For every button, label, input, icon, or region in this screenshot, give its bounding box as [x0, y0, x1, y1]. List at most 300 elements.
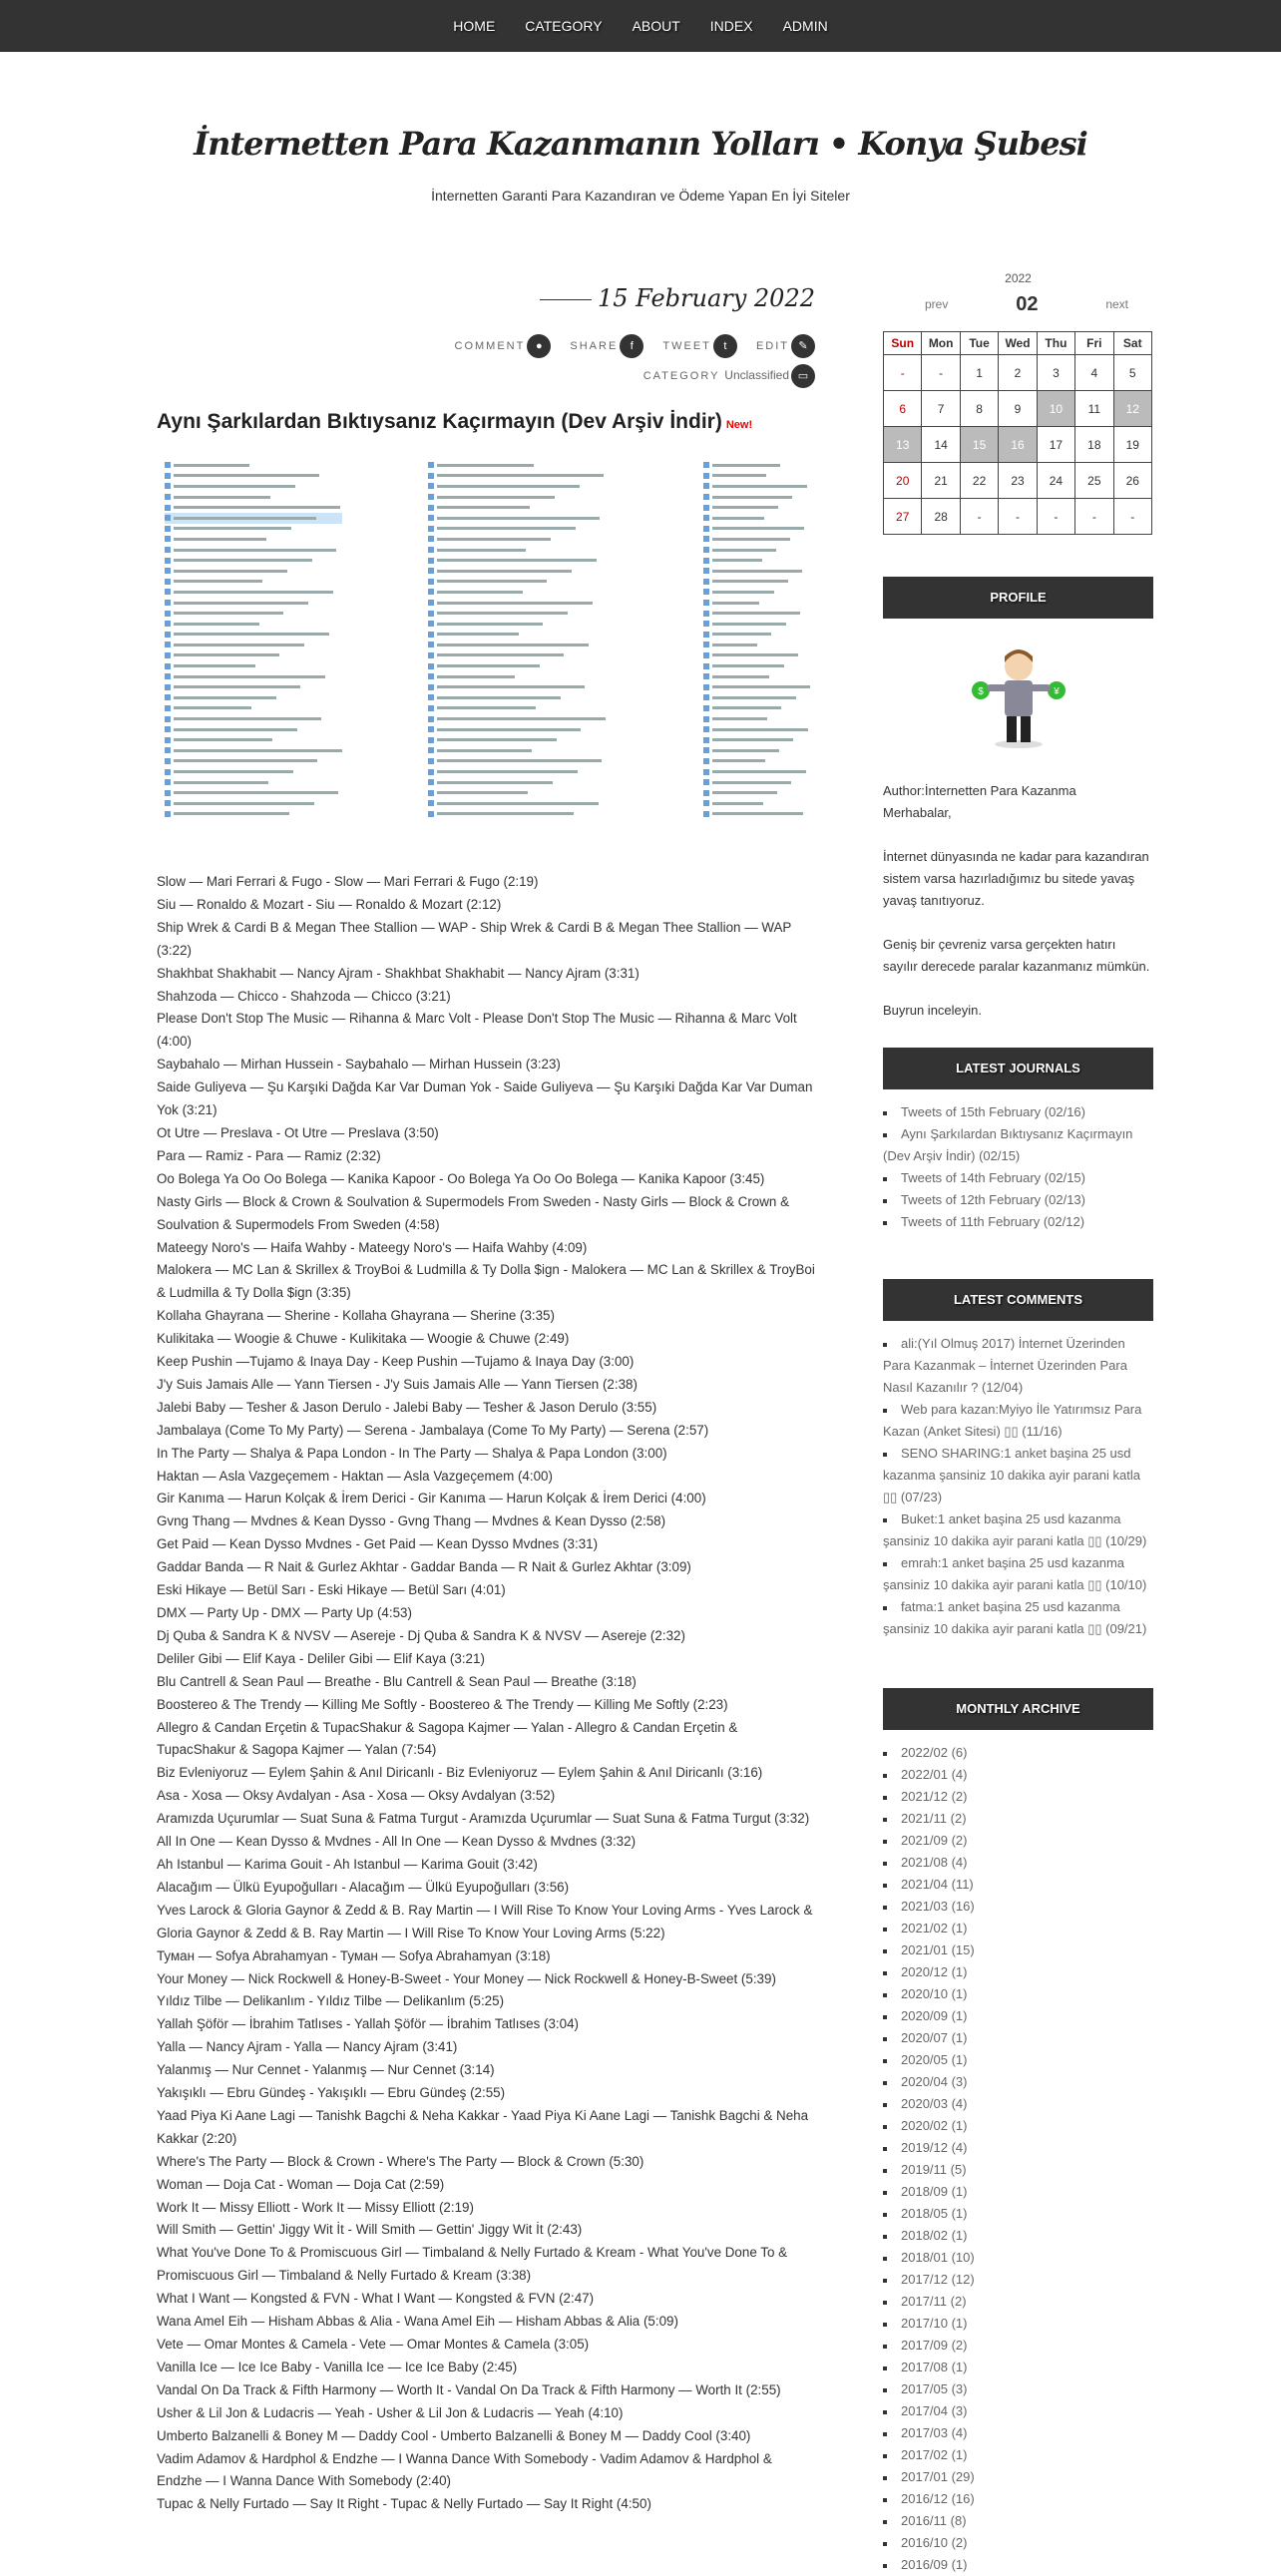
archive-item [883, 2225, 1153, 2247]
audio-file-icon [428, 494, 434, 500]
file-row [428, 692, 606, 703]
archive-item-link[interactable]: 2017/09 (2) [901, 2338, 968, 2353]
file-name-line [174, 653, 279, 656]
audio-file-icon [703, 694, 709, 700]
song-item: Siu — Ronaldo & Mozart - Siu — Ronaldo & Mozart (2:12) [157, 896, 502, 912]
archive-item-link[interactable]: 2017/12 (12) [901, 2272, 975, 2287]
file-name-line [437, 653, 564, 656]
file-name-line [437, 717, 606, 720]
file-name-line [174, 706, 251, 709]
file-name-line [712, 653, 798, 656]
journal-item-link[interactable]: Tweets of 14th February (02/15) [901, 1170, 1085, 1185]
archive-item-link[interactable]: 2018/02 (1) [901, 2228, 968, 2243]
journal-item [883, 1167, 1153, 1189]
audio-file-icon [703, 747, 709, 753]
file-row [165, 619, 342, 630]
file-row [165, 471, 342, 482]
file-row [428, 756, 606, 767]
calendar-day-header: Sat [1113, 332, 1151, 355]
calendar-day: 6 [884, 391, 922, 427]
audio-file-icon [165, 483, 171, 489]
file-row [703, 534, 810, 545]
song-item: What You've Done To & Promiscuous Girl — Timbaland & Nelly Furtado & Kream - What You've Done To & Promiscuous Girl — Timbaland & Nelly Furtado & Kream (3:38) [157, 2245, 788, 2284]
song-item: Eski Hikaye — Betül Sarı - Eski Hikaye — Betül Sarı (4:01) [157, 1582, 506, 1598]
song-item: Yallah Şöför — İbrahim Tatlıses - Yallah Şöför — İbrahim Tatlıses (3:04) [157, 2016, 579, 2032]
song-item: Shakhbat Shakhabit — Nancy Ajram - Shakhbat Shakhabit — Nancy Ajram (3:31) [157, 965, 640, 981]
comment-icon[interactable]: ● [527, 334, 551, 358]
archive-item-link[interactable]: 2021/09 (2) [901, 1833, 968, 1848]
file-row [428, 809, 606, 820]
archive-item-link[interactable]: 2020/12 (1) [901, 1964, 968, 1979]
audio-file-icon [703, 494, 709, 500]
archive-item-link[interactable]: 2021/04 (11) [901, 1877, 974, 1892]
archive-item-link[interactable]: 2018/05 (1) [901, 2206, 968, 2221]
profile-text [883, 780, 1153, 1022]
archive-item-link[interactable]: 2017/11 (2) [901, 2294, 967, 2309]
file-row [428, 492, 606, 503]
archive-item [883, 2115, 1153, 2137]
file-name-line [174, 464, 249, 467]
calendar-week [884, 427, 1152, 463]
file-row [703, 492, 810, 503]
calendar-day-header: Tue [960, 332, 998, 355]
audio-file-icon [428, 632, 434, 638]
calendar-day: 19 [1113, 427, 1151, 463]
file-name-line [174, 580, 262, 583]
journal-item [883, 1123, 1153, 1167]
file-row [703, 745, 810, 756]
archive-item-link[interactable]: 2017/08 (1) [901, 2360, 968, 2374]
audio-file-icon [428, 600, 434, 606]
archive-item [883, 2378, 1153, 2400]
song-item: Туман — Sofya Abrahamyan - Туман — Sofya Abrahamyan (3:18) [157, 1947, 551, 1963]
file-name-line [174, 749, 342, 752]
file-row [703, 471, 810, 482]
file-row [703, 756, 810, 767]
audio-file-icon [165, 716, 171, 722]
archive-item-link[interactable]: 2018/09 (1) [901, 2184, 968, 2199]
file-name-line [174, 728, 297, 731]
archive-item-link[interactable]: 2017/05 (3) [901, 2381, 968, 2396]
edit-link[interactable]: EDIT [755, 340, 789, 352]
audio-file-icon [165, 769, 171, 775]
calendar-day-header: Thu [1037, 332, 1074, 355]
calendar-day: 25 [1075, 463, 1113, 499]
file-row [165, 524, 342, 535]
file-name-line [437, 580, 547, 583]
file-row [428, 619, 606, 630]
audio-file-icon [703, 536, 709, 542]
audio-file-icon [428, 547, 434, 553]
file-row [428, 734, 606, 745]
file-name-line [174, 644, 304, 646]
comments-heading: LATEST COMMENTS [883, 1279, 1153, 1321]
file-name-line [712, 474, 766, 477]
archive-item [883, 2049, 1153, 2071]
song-item: Alacağım — Ülkü Eyupoğulları - Alacağım — Ülkü Eyupoğulları (3:56) [157, 1879, 570, 1895]
journal-item [883, 1101, 1153, 1123]
calendar-day-link[interactable]: 16 [999, 427, 1037, 463]
archive-item-link[interactable]: 2017/02 (1) [901, 2447, 968, 2462]
audio-file-icon [703, 790, 709, 796]
file-row [165, 734, 342, 745]
file-row [703, 598, 810, 609]
file-row [428, 577, 606, 588]
nav-category[interactable]: CATEGORY [525, 18, 603, 34]
calendar-day: 28 [922, 499, 960, 535]
file-name-line [437, 791, 528, 794]
calendar-week [884, 499, 1152, 535]
calendar-week [884, 391, 1152, 427]
file-row [165, 598, 342, 609]
file-name-line [712, 738, 793, 741]
audio-file-icon [165, 758, 171, 764]
file-row [428, 598, 606, 609]
calendar-day: 22 [960, 463, 998, 499]
archive-item-link[interactable]: 2021/01 (15) [901, 1942, 975, 1957]
file-name-line [712, 812, 803, 815]
file-row [428, 513, 606, 524]
archive-heading: MONTHLY ARCHIVE [883, 1688, 1153, 1730]
file-name-line [174, 559, 312, 562]
file-name-line [712, 464, 780, 467]
file-name-line [437, 685, 585, 688]
journal-item-link[interactable]: Tweets of 11th February (02/12) [901, 1214, 1085, 1229]
archive-item [883, 2554, 1153, 2576]
post-meta [157, 334, 815, 364]
audio-file-icon [703, 483, 709, 489]
file-name-line [437, 559, 597, 562]
nav-admin[interactable]: ADMIN [782, 18, 828, 34]
file-name-line [712, 749, 779, 752]
comment-link[interactable]: COMMENT [454, 340, 526, 352]
svg-text:¥: ¥ [1053, 686, 1060, 697]
archive-item-link[interactable]: 2017/10 (1) [901, 2316, 968, 2331]
file-row [428, 608, 606, 619]
file-row [703, 630, 810, 641]
calendar-day: 1 [960, 355, 998, 391]
file-name-line [174, 812, 289, 815]
file-name-line [174, 802, 314, 805]
file-row [703, 577, 810, 588]
nav-index[interactable]: INDEX [709, 18, 753, 34]
comment-item [883, 1552, 1153, 1596]
audio-file-icon [428, 694, 434, 700]
file-name-line [437, 781, 553, 784]
file-row [428, 671, 606, 682]
archive-item-link[interactable]: 2021/03 (16) [901, 1899, 975, 1914]
audio-file-icon [165, 473, 171, 479]
file-name-line [174, 506, 340, 509]
archive-list [883, 1742, 1153, 2576]
calendar-nav [883, 291, 1153, 317]
audio-file-icon [165, 673, 171, 679]
audio-file-icon [428, 811, 434, 817]
song-item: Work It — Missy Elliott - Work It — Missy Elliott (2:19) [157, 2199, 474, 2215]
file-row [703, 587, 810, 598]
archive-item [883, 2488, 1153, 2510]
archive-item-link[interactable]: 2018/01 (10) [901, 2250, 975, 2265]
calendar-day-link[interactable]: 12 [1113, 391, 1151, 427]
archive-item-link[interactable]: 2021/11 (2) [901, 1811, 967, 1826]
archive-item [883, 1830, 1153, 1852]
calendar-prev[interactable]: prev [925, 297, 949, 311]
song-item: Yaad Piya Ki Aane Lagi — Tanishk Bagchi & Neha Kakkar - Yaad Piya Ki Aane Lagi — Tanishk Bagchi & Neha Kakkar (2:20) [157, 2107, 809, 2146]
archive-item-link[interactable]: 2019/12 (4) [901, 2140, 968, 2155]
archive-item-link[interactable]: 2020/05 (1) [901, 2052, 968, 2067]
audio-file-icon [165, 494, 171, 500]
archive-item [883, 2400, 1153, 2422]
journals-heading: LATEST JOURNALS [883, 1048, 1153, 1089]
audio-file-icon [703, 526, 709, 532]
calendar-next[interactable]: next [1105, 297, 1128, 311]
profile-paragraph: İnternet dünyasında ne kadar para kazandıran sistem varsa hazırladığımız bu sitede yavaş yavaş tanıtıyoruz. [883, 849, 1149, 908]
audio-file-icon [428, 800, 434, 806]
file-name-line [174, 591, 333, 594]
archive-item-link[interactable]: 2016/09 (1) [901, 2557, 968, 2572]
tweet-link[interactable]: TWEET [662, 340, 711, 352]
file-row [165, 608, 342, 619]
audio-file-icon [165, 737, 171, 743]
calendar [883, 331, 1152, 535]
audio-file-icon [165, 632, 171, 638]
file-name-line [437, 633, 519, 636]
audio-file-icon [703, 547, 709, 553]
file-name-line [712, 538, 790, 541]
audio-file-icon [703, 632, 709, 638]
comment-item [883, 1399, 1153, 1443]
file-row [165, 650, 342, 661]
file-name-line [174, 738, 272, 741]
audio-file-icon [428, 705, 434, 711]
archive-item-link[interactable]: 2016/10 (2) [901, 2535, 968, 2550]
calendar-day: 5 [1113, 355, 1151, 391]
file-name-line [712, 664, 784, 667]
archive-item-link[interactable]: 2016/12 (16) [901, 2491, 975, 2506]
file-row [165, 809, 342, 820]
audio-file-icon [428, 737, 434, 743]
archive-item-link[interactable]: 2022/01 (4) [901, 1767, 968, 1782]
file-name-line [437, 570, 572, 573]
facebook-icon[interactable]: f [620, 334, 643, 358]
audio-file-icon [703, 579, 709, 585]
file-name-line [712, 559, 762, 562]
file-row [703, 787, 810, 798]
song-item: Kulikitaka — Woogie & Chuwe - Kulikitaka — Woogie & Chuwe (2:49) [157, 1331, 570, 1347]
archive-item [883, 1852, 1153, 1874]
profile-paragraph: Geniş bir çevreniz varsa gerçekten hatırı sayılır derecede paralar kazanmanız mümkün. [883, 937, 1150, 974]
calendar-day-link[interactable]: 13 [884, 427, 922, 463]
file-row [703, 555, 810, 566]
calendar-day-link[interactable]: 10 [1037, 391, 1074, 427]
file-row [703, 566, 810, 577]
post-title[interactable] [157, 410, 815, 434]
audio-file-icon [428, 536, 434, 542]
calendar-day: - [1037, 499, 1074, 535]
audio-file-icon [165, 684, 171, 690]
category-link[interactable]: Unclassified [724, 367, 789, 382]
song-item: All In One — Kean Dysso & Mvdnes - All In One — Kean Dysso & Mvdnes (3:32) [157, 1834, 637, 1850]
file-row [428, 481, 606, 492]
file-name-line [712, 570, 802, 573]
file-row [428, 534, 606, 545]
file-row [428, 650, 606, 661]
post [157, 284, 815, 2516]
file-name-line [437, 602, 593, 605]
file-row [165, 545, 342, 556]
audio-file-icon [428, 558, 434, 564]
audio-file-icon [165, 694, 171, 700]
archive-item-link[interactable]: 2020/04 (3) [901, 2074, 968, 2089]
comment-item-link[interactable]: SENO SHARING:1 anket başina 25 usd kazanma şansiniz 10 dakika ayir parani katla ▯▯ (07/23) [883, 1446, 1140, 1504]
song-item: Usher & Lil Jon & Ludacris — Yeah - Usher & Lil Jon & Ludacris — Yeah (4:10) [157, 2404, 624, 2420]
calendar-day-header: Fri [1075, 332, 1113, 355]
site-title[interactable]: İnternetten Para Kazanmanın Yolları • Konya Şubesi [194, 125, 1087, 163]
calendar-day: 17 [1037, 427, 1074, 463]
calendar-day: 4 [1075, 355, 1113, 391]
song-item: Nasty Girls — Block & Crown & Soulvation & Supermodels From Sweden - Nasty Girls — Block & Crown & Soulvation & Supermodels From Sweden (4:58) [157, 1193, 790, 1232]
file-row [428, 766, 606, 777]
comment-item-link[interactable]: ali:(Yıl Olmuş 2017) İnternet Üzerinden Para Kazanmak – İnternet Üzerinden Para Nasıl Kazanılır ? (12/04) [883, 1336, 1127, 1395]
journal-item-link[interactable]: Aynı Şarkılardan Bıktıysanız Kaçırmayın (Dev Arşiv İndir) (02/15) [883, 1126, 1133, 1163]
audio-file-icon [165, 505, 171, 511]
calendar-week [884, 355, 1152, 391]
comment-item-link[interactable]: Web para kazan:Myiyo İle Yatırımsız Para Kazan (Anket Sitesi) ▯▯ (11/16) [883, 1402, 1142, 1439]
file-name-line [437, 664, 540, 667]
new-badge: New! [725, 419, 753, 431]
archive-item [883, 2313, 1153, 2335]
comment-item-link[interactable]: emrah:1 anket başina 25 usd kazanma şansiniz 10 dakika ayir parani katla ▯▯ (10/10) [883, 1555, 1147, 1592]
file-name-line [437, 696, 561, 699]
twitter-icon[interactable]: t [713, 334, 737, 358]
file-row [428, 798, 606, 809]
archive-item-link[interactable]: 2021/12 (2) [901, 1789, 968, 1804]
audio-file-icon [703, 673, 709, 679]
song-item: DMX — Party Up - DMX — Party Up (4:53) [157, 1605, 412, 1620]
archive-item-link[interactable]: 2020/09 (1) [901, 2008, 968, 2023]
archive-item [883, 1742, 1153, 1764]
archive-item-link[interactable]: 2017/01 (29) [901, 2469, 975, 2484]
song-item: Gir Kanıma — Harun Kolçak & İrem Derici - Gir Kanıma — Harun Kolçak & İrem Derici (4:00) [157, 1491, 706, 1506]
archive-item-link[interactable]: 2022/02 (6) [901, 1745, 968, 1760]
audio-file-icon [428, 515, 434, 521]
calendar-day: 23 [999, 463, 1037, 499]
file-row [703, 734, 810, 745]
journal-item [883, 1189, 1153, 1211]
file-name-line [174, 527, 291, 530]
song-item: J'y Suis Jamais Alle — Yann Tiersen - J'y Suis Jamais Alle — Yann Tiersen (2:38) [157, 1376, 638, 1392]
archive-item-link[interactable]: 2021/08 (4) [901, 1855, 968, 1870]
archive-item [883, 1786, 1153, 1808]
file-row [428, 681, 606, 692]
file-name-line [712, 517, 764, 520]
calendar-day: 7 [922, 391, 960, 427]
file-name-line [437, 485, 580, 488]
post-title-text: Aynı Şarkılardan Bıktıysanız Kaçırmayın (Dev Arşiv İndir) [157, 410, 722, 433]
audio-file-icon [428, 663, 434, 669]
file-row [703, 660, 810, 671]
journal-item-link[interactable]: Tweets of 15th February (02/16) [901, 1104, 1085, 1119]
audio-file-icon [703, 621, 709, 627]
archive-item [883, 2532, 1153, 2554]
calendar-week [884, 463, 1152, 499]
pencil-icon[interactable]: ✎ [791, 334, 815, 358]
comment-item-link[interactable]: fatma:1 anket başina 25 usd kazanma şansiniz 10 dakika ayir parani katla ▯▯ (09/21) [883, 1599, 1147, 1636]
file-row [428, 545, 606, 556]
file-name-line [712, 623, 786, 626]
file-name-line [174, 570, 287, 573]
archive-item-link[interactable]: 2017/04 (3) [901, 2403, 968, 2418]
file-row [428, 787, 606, 798]
share-link[interactable]: SHARE [570, 340, 619, 352]
archive-item [883, 2005, 1153, 2027]
calendar-day: 14 [922, 427, 960, 463]
file-name-line [174, 770, 293, 773]
archive-item-link[interactable]: 2016/11 (8) [901, 2513, 967, 2528]
archive-item [883, 2466, 1153, 2488]
file-name-line [437, 517, 600, 520]
folder-icon[interactable]: ▭ [791, 364, 815, 388]
journal-item-link[interactable]: Tweets of 12th February (02/13) [901, 1192, 1085, 1207]
post-date [157, 284, 815, 328]
archive-item-link[interactable]: 2020/07 (1) [901, 2030, 968, 2045]
calendar-day-link[interactable]: 15 [960, 427, 998, 463]
audio-file-icon [165, 568, 171, 574]
calendar-day: 20 [884, 463, 922, 499]
song-item: Ship Wrek & Cardi B & Megan Thee Stallion — WAP - Ship Wrek & Cardi B & Megan Thee Stallion — WAP (3:22) [157, 919, 792, 958]
song-item: Get Paid — Kean Dysso Mvdnes - Get Paid — Kean Dysso Mvdnes (3:31) [157, 1536, 599, 1552]
calendar-day: 3 [1037, 355, 1074, 391]
audio-file-icon [428, 526, 434, 532]
file-row [428, 640, 606, 650]
archive-item-link[interactable]: 2020/02 (1) [901, 2118, 968, 2133]
audio-file-icon [165, 779, 171, 785]
archive-item-link[interactable]: 2020/03 (4) [901, 2096, 968, 2111]
calendar-day: 8 [960, 391, 998, 427]
audio-file-icon [428, 779, 434, 785]
audio-file-icon [428, 769, 434, 775]
file-name-line [174, 717, 321, 720]
file-row [703, 671, 810, 682]
archive-item-link[interactable]: 2020/10 (1) [901, 1986, 968, 2001]
archive-item-link[interactable]: 2021/02 (1) [901, 1921, 968, 1935]
song-item: Boostereo & The Trendy — Killing Me Softly - Boostereo & The Trendy — Killing Me Softly (2:23) [157, 1696, 728, 1712]
file-name-line [437, 728, 581, 731]
file-name-line [174, 685, 300, 688]
song-item: Vandal On Da Track & Fifth Harmony — Worth It - Vandal On Da Track & Fifth Harmony — Worth It (2:55) [157, 2381, 781, 2397]
song-item: Gvng Thang — Mvdnes & Kean Dysso - Gvng Thang — Mvdnes & Kean Dysso (2:58) [157, 1513, 666, 1529]
calendar-day: - [960, 499, 998, 535]
nav-about[interactable]: ABOUT [632, 18, 680, 34]
audio-file-icon [165, 705, 171, 711]
file-row [165, 660, 342, 671]
audio-file-icon [428, 726, 434, 732]
file-name-line [437, 812, 574, 815]
archive-item-link[interactable]: 2017/03 (4) [901, 2425, 968, 2440]
file-row [165, 513, 342, 524]
archive-item-link[interactable]: 2019/11 (5) [901, 2162, 967, 2177]
audio-file-icon [428, 716, 434, 722]
archive-item [883, 1808, 1153, 1830]
song-item: Malokera — MC Lan & Skrillex & TroyBoi & Ludmilla & Ty Dolla $ign - Malokera — MC Lan & Skrillex & TroyBoi & Ludmilla & Ty Dolla $ign (3:35) [157, 1262, 815, 1301]
file-column [165, 460, 342, 819]
audio-file-icon [165, 811, 171, 817]
file-name-line [712, 485, 807, 488]
calendar-day: 11 [1075, 391, 1113, 427]
audio-file-icon [428, 589, 434, 595]
comment-item-link[interactable]: Buket:1 anket başina 25 usd kazanma şansiniz 10 dakika ayir parani katla ▯▯ (10/29) [883, 1511, 1147, 1548]
nav-home[interactable]: HOME [453, 18, 496, 34]
